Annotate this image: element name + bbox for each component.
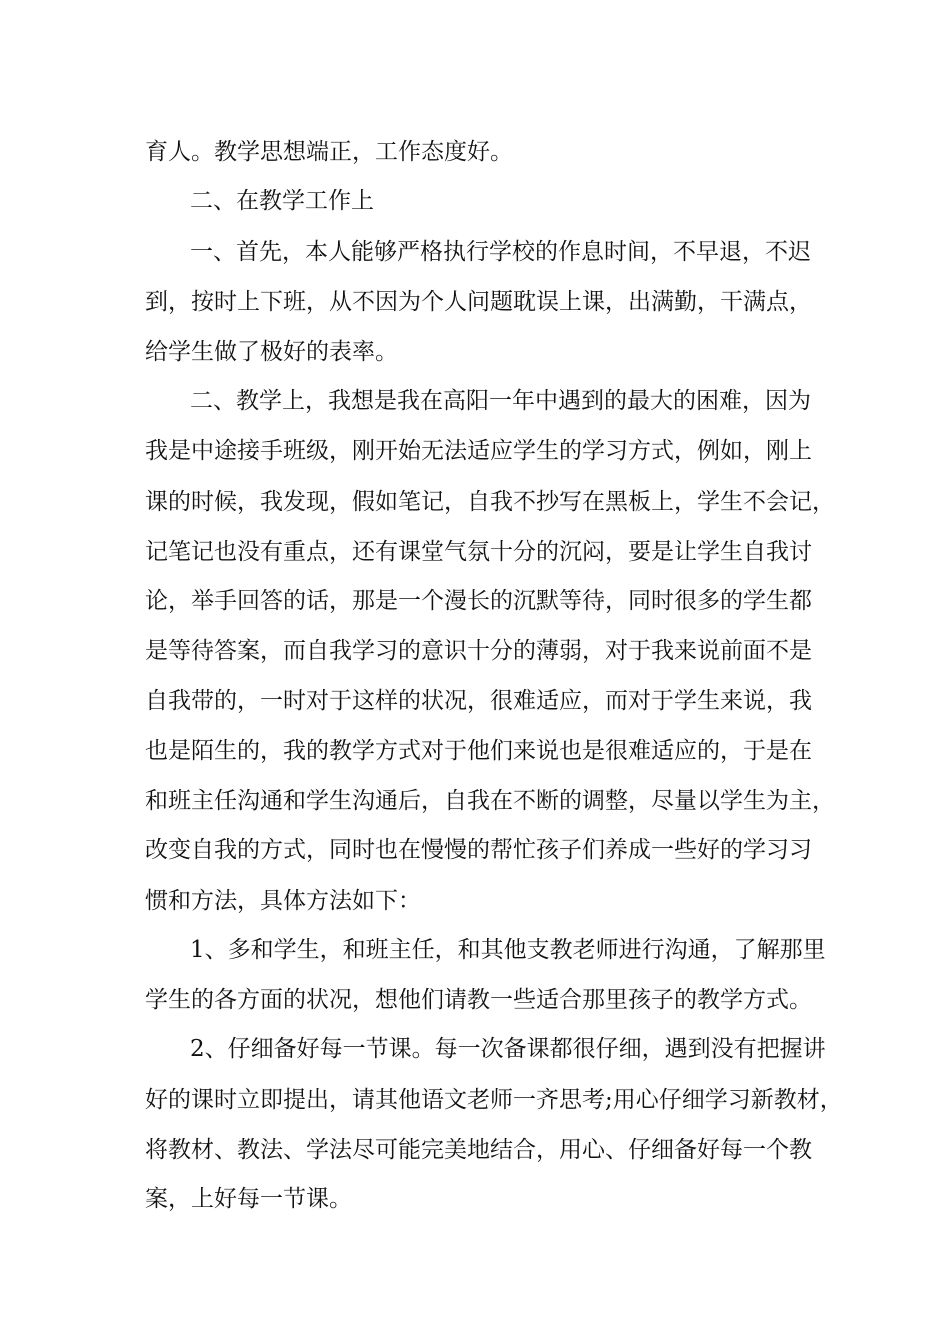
text-line: 1、多和学生，和班主任，和其他支教老师进行沟通，了解那里 bbox=[190, 937, 826, 963]
text-line: 给学生做了极好的表率。 bbox=[145, 339, 398, 365]
text-line: 案，上好每一节课。 bbox=[145, 1186, 352, 1212]
text-line: 到，按时上下班，从不因为个人问题耽误上课，出满勤，干满点， bbox=[145, 289, 812, 315]
text-line: 记笔记也没有重点，还有课堂气氛十分的沉闷，要是让学生自我讨 bbox=[145, 539, 812, 565]
text-line: 将教材、教法、学法尽可能完美地结合，用心、仔细备好每一个教 bbox=[145, 1137, 812, 1163]
text-line: 改变自我的方式，同时也在慢慢的帮忙孩子们养成一些好的学习习 bbox=[145, 837, 812, 863]
text-line: 二、教学上，我想是我在高阳一年中遇到的最大的困难，因为 bbox=[190, 388, 811, 414]
text-line: 和班主任沟通和学生沟通后，自我在不断的调整，尽量以学生为主， bbox=[145, 788, 835, 814]
text-line: 学生的各方面的状况，想他们请教一些适合那里孩子的教学方式。 bbox=[145, 987, 812, 1013]
text-line: 一、首先，本人能够严格执行学校的作息时间，不早退，不迟 bbox=[190, 239, 811, 265]
text-line: 惯和方法，具体方法如下： bbox=[145, 888, 421, 914]
text-line: 自我带的，一时对于这样的状况，很难适应，而对于学生来说，我 bbox=[145, 688, 812, 714]
text-line: 2、仔细备好每一节课。每一次备课都很仔细，遇到没有把握讲 bbox=[190, 1036, 826, 1062]
text-line: 好的课时立即提出，请其他语文老师一齐思考;用心仔细学习新教材， bbox=[145, 1087, 843, 1113]
text-line: 是等待答案，而自我学习的意识十分的薄弱，对于我来说前面不是 bbox=[145, 638, 812, 664]
text-line: 育人。教学思想端正，工作态度好。 bbox=[145, 139, 513, 165]
text-line: 也是陌生的，我的教学方式对于他们来说也是很难适应的，于是在 bbox=[145, 738, 812, 764]
text-line: 我是中途接手班级，刚开始无法适应学生的学习方式，例如，刚上 bbox=[145, 438, 812, 464]
section-heading: 二、在教学工作上 bbox=[190, 188, 374, 214]
text-line: 论，举手回答的话，那是一个漫长的沉默等待，同时很多的学生都 bbox=[145, 588, 812, 614]
text-line: 课的时候，我发现，假如笔记，自我不抄写在黑板上，学生不会记， bbox=[145, 489, 835, 515]
